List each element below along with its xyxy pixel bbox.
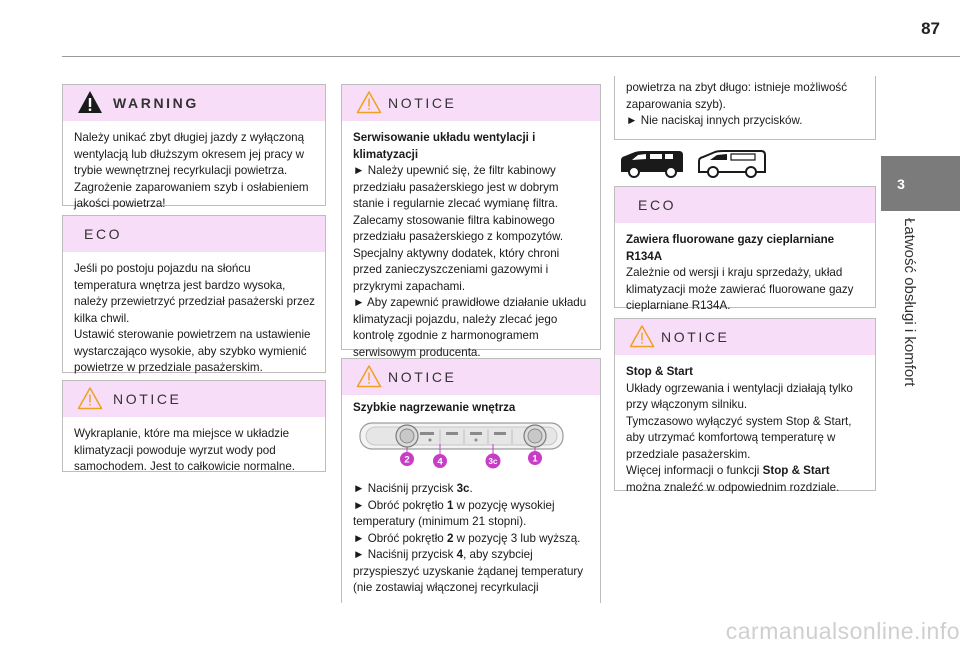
- minivan-icon: [699, 151, 765, 177]
- callout-4: [433, 454, 447, 468]
- chapter-tab[interactable]: [881, 156, 960, 211]
- service-arrow-2: ► Aby zapewnić prawidłowe działanie układu klimatyzacji pojazdu, należy zlecać jego kontrolę zgodnie z harmonogramem serwisowym producenta.: [353, 296, 587, 359]
- continued-box: [614, 76, 876, 140]
- heating-steps: [342, 472, 600, 597]
- step-3-post: w pozycję 3 lub wyższą.: [453, 531, 581, 545]
- svg-text:4: 4: [437, 456, 443, 468]
- notice-triangle-icon: [629, 324, 655, 348]
- service-arrow-1: ► Należy upewnić się, że filtr kabinowy przedziału pasażerskiego jest w dobrym stanie i regularnie zlecać wymianę filtra.: [353, 164, 559, 210]
- notice-triangle-icon: [356, 90, 382, 114]
- step-1-post: .: [469, 482, 473, 495]
- notice-title-heating: NOTICE: [388, 369, 457, 385]
- svg-text:3c: 3c: [488, 457, 498, 466]
- stopstart-text-2: Tymczasowo wyłączyć system Stop & Start, aby utrzymać komfortową temperaturę w przedziale pasażerskim.: [626, 414, 852, 461]
- notice-text-left: Wykraplanie, które ma miejsce w układzie klimatyzacji powoduje wyrzut wody pod samochodem. Jest to całkowicie normalne.: [74, 427, 296, 473]
- warning-triangle-icon: [77, 90, 103, 114]
- notice-box-heating: [341, 358, 601, 603]
- callout-1: [528, 451, 542, 465]
- warning-title: WARNING: [113, 95, 199, 111]
- notice-box-left: [62, 380, 326, 472]
- eco-box-right: [614, 186, 876, 312]
- step-4-post: , aby szybciej przyspieszyć uzyskanie żądanej temperatury (nie zostawiaj włączonej recyrkulacji: [353, 548, 584, 594]
- stopstart-text-3: [626, 463, 865, 496]
- notice-triangle-icon: [356, 364, 382, 388]
- heating-step-3: [353, 531, 590, 548]
- eco-header-right: [615, 187, 875, 223]
- step-1-button: 3c: [456, 482, 470, 495]
- page-number: 87: [921, 19, 940, 38]
- warning-box: [62, 84, 326, 210]
- continued-arrow: ► Nie naciskaj innych przycisków.: [626, 114, 803, 127]
- notice-header-left: [63, 381, 325, 417]
- notice-header-stopstart: [615, 319, 875, 355]
- service-heading: Serwisowanie układu wentylacji i klimatyzacji: [353, 131, 536, 161]
- svg-text:1: 1: [532, 453, 538, 465]
- chapter-title-text: Łatwość obsługi i komfort: [901, 218, 918, 387]
- notice-title-left: NOTICE: [113, 391, 182, 407]
- notice-body-service: [342, 121, 600, 361]
- eco-body-right: [615, 223, 875, 315]
- chapter-title: [898, 218, 918, 408]
- callout-2: [400, 452, 414, 466]
- warning-body: [63, 121, 325, 213]
- step-4-pre: ► Naciśnij przycisk: [353, 548, 457, 561]
- service-text-1: Zalecamy stosowanie filtra kabinowego przedziału pasażerskiego z kompozytów. Specjalny aktywny dodatek, który chroni przed zanieczyszczeniami gazowymi i przykrymi zapachami.: [353, 213, 564, 293]
- stopstart-text-3-pre: Więcej informacji o funkcji: [626, 464, 763, 477]
- stopstart-text-3-post: można znaleźć w odpowiednim rozdziale.: [626, 480, 840, 494]
- heating-step-4: [353, 547, 590, 597]
- vehicle-icons: [617, 148, 775, 178]
- watermark: carmanualsonline.info: [725, 618, 960, 644]
- stopstart-text-1: Układy ogrzewania i wentylacji działają tylko przy włączonym silniku.: [626, 381, 853, 411]
- notice-header-service: [342, 85, 600, 121]
- notice-triangle-icon: [77, 386, 103, 410]
- step-2-knob: 1: [446, 498, 454, 512]
- heating-step-2: [353, 498, 590, 531]
- continued-body: [615, 76, 875, 130]
- heating-heading-wrap: [342, 395, 600, 417]
- eco-heading-right: Zawiera fluorowane gazy cieplarniane R134A: [626, 233, 835, 263]
- heating-heading: Szybkie nagrzewanie wnętrza: [353, 401, 516, 414]
- step-2-pre: ► Obróć pokrętło: [353, 498, 447, 512]
- notice-box-service: [341, 84, 601, 359]
- step-1-pre: ► Naciśnij przycisk: [353, 482, 457, 495]
- step-2-post: w pozycję wysokiej temperatury (minimum 21 stopni).: [353, 498, 555, 528]
- step-3-pre: ► Obróć pokrętło: [353, 531, 447, 545]
- step-4-button: 4: [456, 548, 464, 561]
- step-3-knob: 2: [446, 531, 454, 545]
- warning-text: Należy unikać zbyt długiej jazdy z wyłączoną wentylacją lub dłuższym okresem jej pracy w trybie wewnętrznej recyrkulacji powietrza. Zagrożenie zaparowaniem szyb i osłabieniem jakości powietrza!: [74, 131, 309, 210]
- eco-title: ECO: [84, 226, 123, 242]
- eco-header: [63, 216, 325, 252]
- chapter-number: 3: [897, 176, 905, 192]
- notice-box-stopstart: [614, 318, 876, 494]
- van-icon: [621, 151, 683, 177]
- stopstart-text-3-bold: Stop & Start: [762, 464, 830, 477]
- climate-panel-illustration: [356, 420, 567, 472]
- notice-body-left: [63, 417, 325, 476]
- stopstart-heading: Stop & Start: [626, 365, 693, 378]
- eco-text-right: Zależnie od wersji i kraju sprzedaży, układ klimatyzacji może zawierać fluorowane gazy cieplarniane R134A.: [626, 266, 854, 312]
- heating-step-1: [353, 481, 590, 498]
- notice-title-service: NOTICE: [388, 95, 457, 111]
- continued-text: powietrza na zbyt długo: istnieje możliwość zaparowania szyb).: [626, 81, 848, 111]
- eco-box: [62, 215, 326, 373]
- notice-header-heating: [342, 359, 600, 395]
- callout-3c: [486, 454, 501, 469]
- eco-body: [63, 252, 325, 377]
- notice-title-stopstart: NOTICE: [661, 329, 730, 345]
- eco-text-2: Ustawić sterowanie powietrzem na ustawienie wystarczająco wysokie, aby szybko wymienić powietrze w przedziale pasażerskim.: [74, 328, 311, 374]
- eco-text-1: Jeśli po postoju pojazdu na słońcu temperatura wnętrza jest bardzo wysoka, należy przewietrzyć przedział pasażerski przez kilka chwil.: [74, 262, 315, 325]
- svg-text:2: 2: [404, 454, 410, 466]
- notice-body-stopstart: [615, 355, 875, 496]
- warning-header: [63, 85, 325, 121]
- top-rule: [62, 56, 960, 57]
- eco-title-right: ECO: [638, 197, 677, 213]
